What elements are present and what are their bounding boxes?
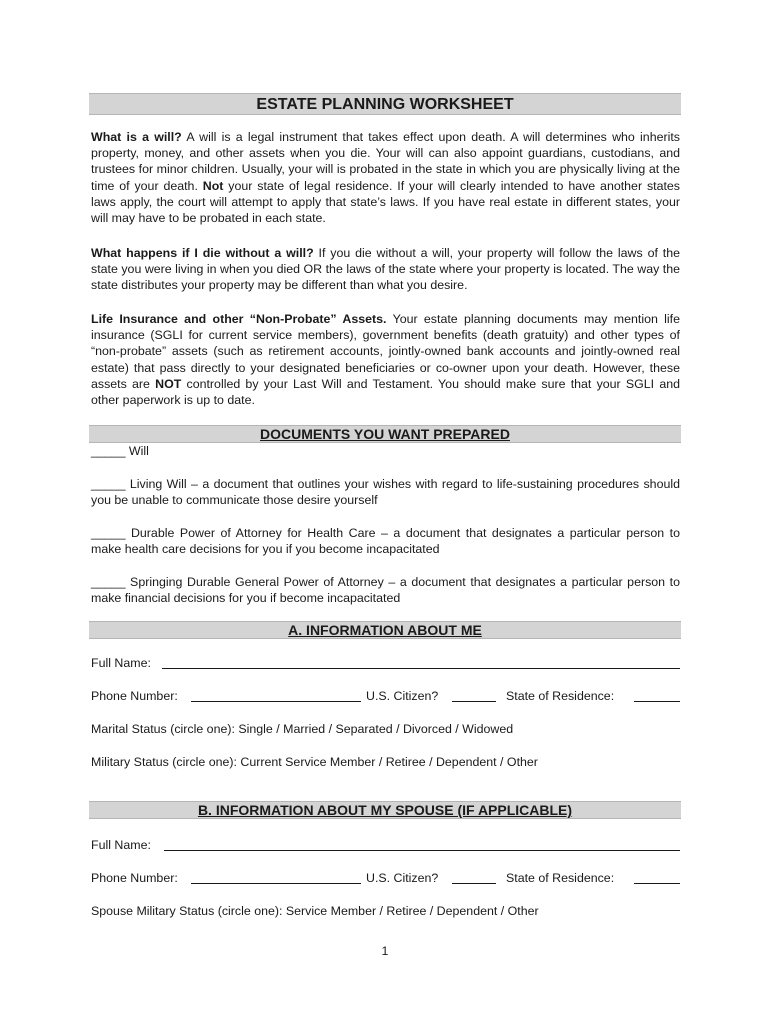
life-insurance-text: Your estate planning documents may mention life insurance (SGLI for current service members), government benefits (death gratuity) and other types of “non-probate” assets (such as retirement accounts, jointly-owned bank accounts and jointly-owned real estate) that pass directly to your designated beneficiaries or co-owner upon your death. However, these assets are — [91, 312, 681, 391]
no-will-question: What happens if I die without a will? — [91, 246, 314, 260]
b-residence-label: State of Residence: — [506, 871, 615, 885]
life-insurance-text-2: controlled by your Last Will and Testament. You should make sure that your SGLI and other paperwork is up to date. — [91, 376, 680, 408]
document-item-health-care-poa: _____ Durable Power of Attorney for Health Care – a document that designates a particular person to make health care decisions for you if you become incapacitated — [91, 526, 680, 557]
section-b-heading: B. INFORMATION ABOUT MY SPOUSE (IF APPLICABLE) — [89, 801, 681, 819]
will-text-2: your state of legal residence. If your will clearly intended to have another states laws apply, the court will attempt to apply that state’s laws. If you have real estate in different states, your will may have to be probated in each state. — [91, 178, 680, 226]
a-residence-field[interactable] — [634, 701, 680, 702]
a-citizen-field[interactable] — [452, 701, 496, 702]
page-title: ESTATE PLANNING WORKSHEET — [89, 93, 681, 115]
document-item-general-poa: _____ Springing Durable General Power of Attorney – a document that designates a particular person to make financial decisions for you if become incapacitated — [91, 575, 680, 606]
b-full-name-field[interactable] — [164, 850, 680, 851]
will-not: Not — [202, 178, 224, 193]
will-text: A will is a legal instrument that takes effect upon death. A will determines who inherits property, money, and other assets when you die. Your will can also appoint guardians, custodians, and trustees for minor children. Usually, your will is probated in the state in which you are physically living at the time of your death. — [91, 130, 680, 193]
document-item-living-will: _____ Living Will – a document that outlines your wishes with regard to life-sustaining procedures should you be unable to communicate those desire yourself — [91, 477, 680, 508]
will-question: What is a will? — [91, 130, 182, 144]
b-citizen-field[interactable] — [452, 883, 496, 884]
b-phone-label: Phone Number: — [91, 871, 178, 885]
b-residence-field[interactable] — [634, 883, 680, 884]
life-insurance-paragraph — [91, 311, 680, 408]
no-will-paragraph — [91, 245, 680, 294]
a-military-status: Military Status (circle one): Current Service Member / Retiree / Dependent / Other — [91, 755, 538, 769]
a-phone-label: Phone Number: — [91, 689, 178, 703]
a-residence-label: State of Residence: — [506, 689, 615, 703]
b-military-status: Spouse Military Status (circle one): Service Member / Retiree / Dependent / Other — [91, 904, 539, 918]
a-phone-field[interactable] — [191, 701, 361, 702]
document-item-will: _____ Will — [91, 444, 149, 458]
b-citizen-label: U.S. Citizen? — [366, 871, 439, 885]
documents-heading: DOCUMENTS YOU WANT PREPARED — [89, 425, 681, 443]
a-full-name-field[interactable] — [162, 668, 680, 669]
section-a-heading: A. INFORMATION ABOUT ME — [89, 621, 681, 639]
a-citizen-label: U.S. Citizen? — [366, 689, 439, 703]
b-full-name-label: Full Name: — [91, 838, 151, 852]
life-insurance-heading: Life Insurance and other “Non-Probate” Assets. — [91, 312, 387, 326]
a-marital-status: Marital Status (circle one): Single / Married / Separated / Divorced / Widowed — [91, 722, 514, 736]
a-full-name-label: Full Name: — [91, 656, 151, 670]
will-paragraph — [91, 129, 680, 226]
b-phone-field[interactable] — [191, 883, 361, 884]
life-insurance-not: NOT — [155, 376, 182, 391]
no-will-text: If you die without a will, your property will follow the laws of the state you were living in when you died OR the laws of the state where your property is located. The way the state distributes your property may be different than what you desire. — [91, 246, 680, 293]
page-number: 1 — [381, 944, 389, 958]
